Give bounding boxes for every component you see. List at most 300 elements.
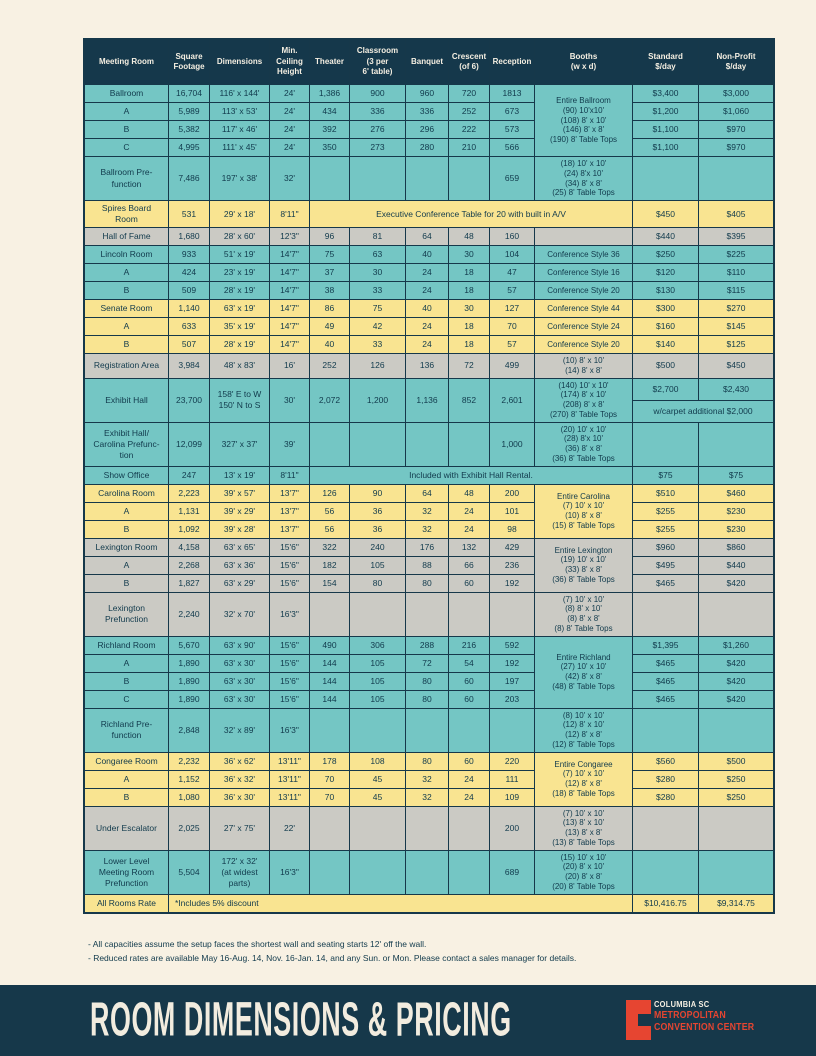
table-row [84, 103, 774, 121]
data-cell: 176 [406, 538, 449, 556]
data-cell: $460 [699, 484, 775, 502]
data-cell: 56 [310, 520, 350, 538]
data-cell: 144 [310, 672, 350, 690]
data-cell: 23,700 [169, 378, 210, 422]
data-cell: $500 [633, 354, 699, 379]
data-cell: $125 [699, 336, 775, 354]
data-cell [350, 592, 406, 636]
data-cell: 288 [406, 636, 449, 654]
data-cell: 63' x 30' [210, 654, 270, 672]
data-cell: 101 [490, 502, 535, 520]
data-cell: 16'3" [270, 592, 310, 636]
data-cell: 16,704 [169, 85, 210, 103]
data-cell: 1,890 [169, 672, 210, 690]
data-cell: 37 [310, 264, 350, 282]
data-cell: $440 [633, 228, 699, 246]
data-cell: 28' x 19' [210, 282, 270, 300]
table-header [84, 39, 774, 85]
data-cell: 36' x 32' [210, 770, 270, 788]
room-name-cell: B [84, 672, 169, 690]
data-cell: 14'7" [270, 246, 310, 264]
data-cell: 63' x 29' [210, 574, 270, 592]
column-header-reception: Reception [490, 39, 535, 85]
data-cell: 2,601 [490, 378, 535, 422]
data-cell: 111 [490, 770, 535, 788]
data-cell: 32 [406, 520, 449, 538]
table-row [84, 484, 774, 502]
table-row [84, 788, 774, 806]
data-cell: 70 [310, 770, 350, 788]
data-cell: Entire Richland (27) 10' x 10' (42) 8' x 8' (48) 8' Table Tops [535, 636, 633, 708]
table-row [84, 318, 774, 336]
data-cell: 507 [169, 336, 210, 354]
data-cell: 197 [490, 672, 535, 690]
table-row [84, 282, 774, 300]
data-cell: 13'11" [270, 788, 310, 806]
data-cell: 42 [350, 318, 406, 336]
data-cell: 18 [449, 282, 490, 300]
data-cell: $10,416.75 [633, 894, 699, 913]
data-cell: Conference Style 36 [535, 246, 633, 264]
data-cell: 252 [449, 103, 490, 121]
data-cell: 29' x 18' [210, 201, 270, 228]
footnote-capacities: - All capacities assume the setup faces the shortest wall and seating starts 12' off the wall. [88, 939, 427, 949]
data-cell: 80 [406, 574, 449, 592]
room-name-cell: B [84, 520, 169, 538]
room-name-cell: C [84, 139, 169, 157]
logo-line-columbia-sc: COLUMBIA SC [654, 999, 710, 1009]
data-cell: 673 [490, 103, 535, 121]
data-cell: 172' x 32' (at widest parts) [210, 850, 270, 894]
room-name-cell: Senate Room [84, 300, 169, 318]
column-header-meeting-room: Meeting Room [84, 39, 169, 85]
data-cell: 15'6" [270, 672, 310, 690]
data-cell: 1813 [490, 85, 535, 103]
data-cell: $495 [633, 556, 699, 574]
data-cell: Entire Carolina (7) 10' x 10' (10) 8' x 8' (15) 8' Table Tops [535, 484, 633, 538]
data-cell: Conference Style 20 [535, 282, 633, 300]
data-cell: Entire Ballroom (90) 10'x10' (108) 8' x 10' (146) 8' x 8' (190) 8' Table Tops [535, 85, 633, 157]
data-cell: $560 [633, 752, 699, 770]
data-cell: 33 [350, 336, 406, 354]
data-cell: $420 [699, 690, 775, 708]
data-cell: 240 [350, 538, 406, 556]
data-cell: 5,382 [169, 121, 210, 139]
data-cell: 54 [449, 654, 490, 672]
data-cell [350, 806, 406, 850]
data-cell: 280 [406, 139, 449, 157]
room-name-cell: C [84, 690, 169, 708]
data-cell: 1,152 [169, 770, 210, 788]
data-cell: $130 [633, 282, 699, 300]
room-name-cell: A [84, 654, 169, 672]
data-cell: $1,060 [699, 103, 775, 121]
room-name-cell: A [84, 264, 169, 282]
data-cell: 633 [169, 318, 210, 336]
data-cell: 63' x 30' [210, 672, 270, 690]
data-cell: $255 [633, 520, 699, 538]
data-cell: 5,670 [169, 636, 210, 654]
data-cell [699, 422, 775, 466]
data-cell: $510 [633, 484, 699, 502]
data-cell: $145 [699, 318, 775, 336]
data-cell: $500 [699, 752, 775, 770]
table-row [84, 654, 774, 672]
data-cell: 13'7" [270, 502, 310, 520]
data-cell: $420 [699, 574, 775, 592]
data-cell: $280 [633, 770, 699, 788]
data-cell [350, 708, 406, 752]
data-cell: 933 [169, 246, 210, 264]
data-cell: 336 [350, 103, 406, 121]
data-cell: 12'3" [270, 228, 310, 246]
logo-line-metropolitan: METROPOLITAN [654, 1009, 726, 1021]
data-cell: 81 [350, 228, 406, 246]
data-cell: $9,314.75 [699, 894, 775, 913]
room-name-cell: Lexington Prefunction [84, 592, 169, 636]
data-cell: $440 [699, 556, 775, 574]
data-cell: 18 [449, 336, 490, 354]
data-cell [310, 592, 350, 636]
data-cell: $1,100 [633, 121, 699, 139]
data-cell: 144 [310, 690, 350, 708]
data-cell: 51' x 19' [210, 246, 270, 264]
table-row [84, 538, 774, 556]
data-cell: $2,700 [633, 378, 699, 400]
data-cell: 80 [406, 672, 449, 690]
logo-text [654, 1000, 754, 1033]
data-cell: 39' x 28' [210, 520, 270, 538]
data-cell: 3,984 [169, 354, 210, 379]
data-cell: 13'11" [270, 770, 310, 788]
data-cell: 499 [490, 354, 535, 379]
room-name-cell: Richland Room [84, 636, 169, 654]
data-cell: 48 [449, 484, 490, 502]
data-cell [350, 850, 406, 894]
data-cell [310, 806, 350, 850]
table-row [84, 354, 774, 379]
room-name-cell: B [84, 282, 169, 300]
data-cell: $420 [699, 672, 775, 690]
data-cell: 86 [310, 300, 350, 318]
data-cell: 200 [490, 806, 535, 850]
data-cell: $405 [699, 201, 775, 228]
data-cell [310, 708, 350, 752]
footnotes [88, 938, 728, 965]
data-cell: 36' x 62' [210, 752, 270, 770]
data-cell: $160 [633, 318, 699, 336]
data-cell: $860 [699, 538, 775, 556]
data-cell: 104 [490, 246, 535, 264]
data-cell: 1,131 [169, 502, 210, 520]
column-header-classroom: Classroom (3 per 6' table) [350, 39, 406, 85]
data-cell: 18 [449, 264, 490, 282]
table-row [84, 690, 774, 708]
data-cell: 720 [449, 85, 490, 103]
data-cell [633, 850, 699, 894]
data-cell: 36' x 30' [210, 788, 270, 806]
data-cell: 39' [270, 422, 310, 466]
data-cell: Conference Style 24 [535, 318, 633, 336]
data-cell: (8) 10' x 10' (12) 8' x 10' (12) 8' x 8' (12) 8' Table Tops [535, 708, 633, 752]
data-cell: 13'11" [270, 752, 310, 770]
data-cell: 30' [270, 378, 310, 422]
data-cell: 98 [490, 520, 535, 538]
data-cell: 490 [310, 636, 350, 654]
data-cell: 13'7" [270, 484, 310, 502]
table-row [84, 139, 774, 157]
data-cell: 2,848 [169, 708, 210, 752]
data-cell: 24' [270, 121, 310, 139]
data-cell: 15'6" [270, 654, 310, 672]
data-cell: 24' [270, 139, 310, 157]
data-cell: 8'11" [270, 466, 310, 484]
data-cell: 23' x 19' [210, 264, 270, 282]
data-cell: 45 [350, 770, 406, 788]
data-cell: 2,025 [169, 806, 210, 850]
data-cell: 531 [169, 201, 210, 228]
data-cell: 88 [406, 556, 449, 574]
table-row [84, 556, 774, 574]
footnote-reduced-rates: - Reduced rates are available May 16-Aug. 14, Nov. 16-Jan. 14, and any Sun. or Mon. Please contact a sales manager for details. [88, 952, 577, 963]
data-cell: $2,430 [699, 378, 775, 400]
room-name-cell: Hall of Fame [84, 228, 169, 246]
room-name-cell: Spires Board Room [84, 201, 169, 228]
data-cell: 8'11" [270, 201, 310, 228]
data-cell: 111' x 45' [210, 139, 270, 157]
data-cell: 30 [449, 246, 490, 264]
data-cell: 32 [406, 788, 449, 806]
room-name-cell: Lower Level Meeting Room Prefunction [84, 850, 169, 894]
data-cell: 296 [406, 121, 449, 139]
table-row [84, 422, 774, 466]
data-cell: 273 [350, 139, 406, 157]
data-cell: 573 [490, 121, 535, 139]
room-name-cell: B [84, 788, 169, 806]
data-cell [633, 708, 699, 752]
data-cell: 24' [270, 85, 310, 103]
data-cell: 109 [490, 788, 535, 806]
data-cell: $960 [633, 538, 699, 556]
data-cell: 113' x 53' [210, 103, 270, 121]
data-cell: 1,890 [169, 690, 210, 708]
data-cell: 36 [350, 502, 406, 520]
data-cell [350, 422, 406, 466]
data-cell: 40 [406, 246, 449, 264]
data-cell: 32' x 89' [210, 708, 270, 752]
data-cell: (7) 10' x 10' (8) 8' x 10' (8) 8' x 8' (8) 8' Table Tops [535, 592, 633, 636]
data-cell: $465 [633, 672, 699, 690]
data-cell: 689 [490, 850, 535, 894]
data-cell: *Includes 5% discount [169, 894, 633, 913]
data-cell: $75 [633, 466, 699, 484]
room-name-cell: A [84, 556, 169, 574]
data-cell: 24 [449, 502, 490, 520]
data-cell: 24 [406, 318, 449, 336]
column-header-min-ceiling-height: Min. Ceiling Height [270, 39, 310, 85]
data-cell: 192 [490, 574, 535, 592]
data-cell: 7,486 [169, 157, 210, 201]
data-cell: $110 [699, 264, 775, 282]
data-cell: 14'7" [270, 300, 310, 318]
table-row [84, 378, 774, 400]
room-pricing-sheet [83, 38, 756, 914]
data-cell: 32 [406, 502, 449, 520]
table-row [84, 770, 774, 788]
data-cell: Conference Style 20 [535, 336, 633, 354]
data-cell [633, 422, 699, 466]
data-cell: 75 [350, 300, 406, 318]
data-cell: 38 [310, 282, 350, 300]
room-name-cell: Exhibit Hall [84, 378, 169, 422]
data-cell: 429 [490, 538, 535, 556]
data-cell: 247 [169, 466, 210, 484]
data-cell: (20) 10' x 10' (28) 8'x 10' (36) 8' x 8' (36) 8' Table Tops [535, 422, 633, 466]
column-header-non-profit-per-day: Non-Profit $/day [699, 39, 775, 85]
data-cell: 80 [406, 690, 449, 708]
table-row [84, 752, 774, 770]
data-cell: 15'6" [270, 636, 310, 654]
data-cell: 24 [449, 520, 490, 538]
data-cell: 35' x 19' [210, 318, 270, 336]
data-cell: 56 [310, 502, 350, 520]
data-cell: 276 [350, 121, 406, 139]
room-name-cell: A [84, 770, 169, 788]
data-cell: 32' x 70' [210, 592, 270, 636]
table-row [84, 708, 774, 752]
data-cell: $3,000 [699, 85, 775, 103]
data-cell: 126 [310, 484, 350, 502]
column-header-standard-per-day: Standard $/day [633, 39, 699, 85]
data-cell: 60 [449, 672, 490, 690]
data-cell: $300 [633, 300, 699, 318]
data-cell: 90 [350, 484, 406, 502]
data-cell: 57 [490, 336, 535, 354]
data-cell: 14'7" [270, 282, 310, 300]
data-cell: 60 [449, 752, 490, 770]
data-cell [535, 228, 633, 246]
table-row [84, 201, 774, 228]
data-cell: (15) 10' x 10' (20) 8' x 10' (20) 8' x 8' (20) 8' Table Tops [535, 850, 633, 894]
data-cell: 216 [449, 636, 490, 654]
data-cell: Conference Style 44 [535, 300, 633, 318]
data-cell: $1,200 [633, 103, 699, 121]
header-row [84, 39, 774, 85]
data-cell: 220 [490, 752, 535, 770]
room-name-cell: Under Escalator [84, 806, 169, 850]
pricing-table [83, 38, 775, 914]
data-cell: $230 [699, 502, 775, 520]
data-cell [310, 850, 350, 894]
data-cell: 14'7" [270, 318, 310, 336]
data-cell: 1,386 [310, 85, 350, 103]
room-name-cell: Show Office [84, 466, 169, 484]
data-cell: 160 [490, 228, 535, 246]
data-cell: 1,200 [350, 378, 406, 422]
data-cell: 1,140 [169, 300, 210, 318]
data-cell: $140 [633, 336, 699, 354]
data-cell: 13' x 19' [210, 466, 270, 484]
data-cell: 5,504 [169, 850, 210, 894]
data-cell: $250 [699, 770, 775, 788]
room-name-cell: B [84, 574, 169, 592]
data-cell: $465 [633, 574, 699, 592]
data-cell: 108 [350, 752, 406, 770]
data-cell [699, 708, 775, 752]
data-cell: $230 [699, 520, 775, 538]
data-cell: 116' x 144' [210, 85, 270, 103]
data-cell: 24 [406, 282, 449, 300]
data-cell: 12,099 [169, 422, 210, 466]
data-cell: 40 [406, 300, 449, 318]
data-cell: 30 [449, 300, 490, 318]
data-cell: 105 [350, 556, 406, 574]
data-cell [449, 806, 490, 850]
data-cell: $395 [699, 228, 775, 246]
room-name-cell: B [84, 121, 169, 139]
data-cell: 182 [310, 556, 350, 574]
data-cell: 222 [449, 121, 490, 139]
data-cell: 63' x 30' [210, 690, 270, 708]
data-cell [449, 708, 490, 752]
data-cell: 350 [310, 139, 350, 157]
data-cell: 306 [350, 636, 406, 654]
data-cell: 566 [490, 139, 535, 157]
data-cell [699, 592, 775, 636]
data-cell: 509 [169, 282, 210, 300]
data-cell: 36 [350, 520, 406, 538]
data-cell: (10) 8' x 10' (14) 8' x 8' [535, 354, 633, 379]
data-cell: 63 [350, 246, 406, 264]
data-cell [633, 806, 699, 850]
data-cell: $270 [699, 300, 775, 318]
table-row [84, 157, 774, 201]
data-cell: 49 [310, 318, 350, 336]
data-cell [406, 592, 449, 636]
data-cell: $115 [699, 282, 775, 300]
data-cell: 75 [310, 246, 350, 264]
data-cell: 32 [406, 770, 449, 788]
data-cell: 72 [449, 354, 490, 379]
data-cell: 2,223 [169, 484, 210, 502]
data-cell: 1,000 [490, 422, 535, 466]
data-cell: 1,136 [406, 378, 449, 422]
data-cell: 16' [270, 354, 310, 379]
data-cell: $250 [633, 246, 699, 264]
data-cell: 24 [406, 264, 449, 282]
room-name-cell: A [84, 318, 169, 336]
data-cell: 14'7" [270, 336, 310, 354]
data-cell: 203 [490, 690, 535, 708]
data-cell: 252 [310, 354, 350, 379]
room-name-cell: A [84, 103, 169, 121]
data-cell: $450 [633, 201, 699, 228]
data-cell: 900 [350, 85, 406, 103]
data-cell: 45 [350, 788, 406, 806]
data-cell: 63' x 36' [210, 556, 270, 574]
data-cell: $225 [699, 246, 775, 264]
data-cell [490, 708, 535, 752]
data-cell [406, 708, 449, 752]
data-cell: 2,072 [310, 378, 350, 422]
data-cell: 39' x 57' [210, 484, 270, 502]
logo-c-icon [626, 1000, 651, 1040]
data-cell: 1,080 [169, 788, 210, 806]
room-name-cell: A [84, 502, 169, 520]
data-cell: 70 [490, 318, 535, 336]
data-cell: 27' x 75' [210, 806, 270, 850]
data-cell: (7) 10' x 10' (13) 8' x 10' (13) 8' x 8' (13) 8' Table Tops [535, 806, 633, 850]
